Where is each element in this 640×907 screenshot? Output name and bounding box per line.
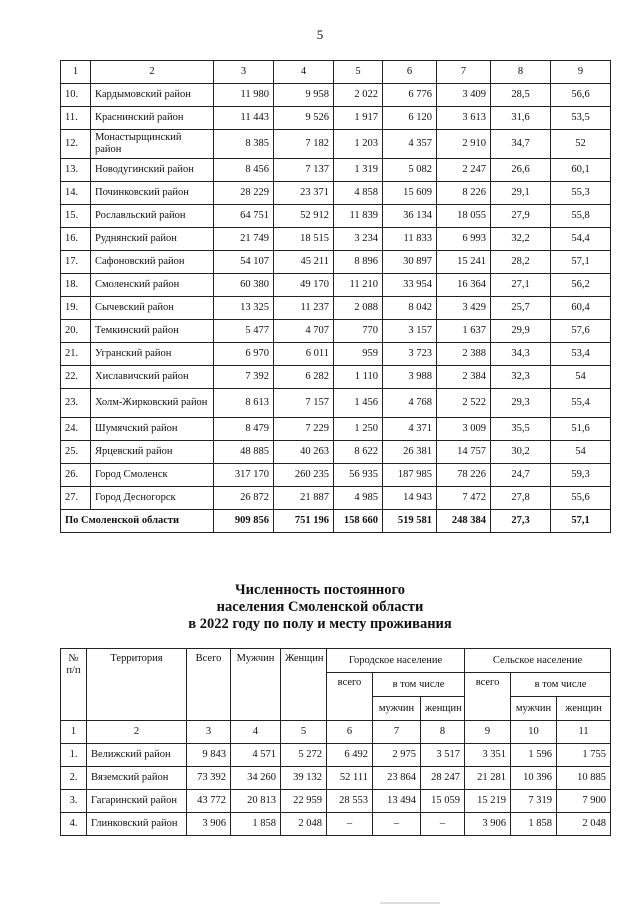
row-number: 26.: [61, 464, 91, 487]
value-cell: 55,3: [551, 182, 611, 205]
value-cell: 3 429: [437, 297, 491, 320]
value-cell: 2 088: [334, 297, 383, 320]
column-number: 7: [373, 721, 421, 744]
value-cell: 8 456: [214, 159, 274, 182]
table-row: [61, 159, 611, 182]
total-value: 158 660: [334, 510, 383, 533]
column-number: 6: [383, 61, 437, 84]
territory-name: Починковский район: [91, 182, 214, 205]
total-row: [61, 510, 611, 533]
value-cell: 23 864: [373, 767, 421, 790]
value-cell: 60,4: [551, 297, 611, 320]
total-value: 248 384: [437, 510, 491, 533]
table-row: [61, 228, 611, 251]
row-number: 10.: [61, 84, 91, 107]
table-row: [61, 441, 611, 464]
row-number: 14.: [61, 182, 91, 205]
value-cell: 4 357: [383, 130, 437, 159]
value-cell: 33 954: [383, 274, 437, 297]
territory-name: Новодугинский район: [91, 159, 214, 182]
table-row: [61, 418, 611, 441]
value-cell: 3 517: [421, 744, 465, 767]
total-value: 57,1: [551, 510, 611, 533]
value-cell: 30 897: [383, 251, 437, 274]
value-cell: 5 082: [383, 159, 437, 182]
territory-name: Глинковский район: [87, 813, 187, 836]
value-cell: 2 910: [437, 130, 491, 159]
table-row: [61, 182, 611, 205]
value-cell: 9 843: [187, 744, 231, 767]
row-number: 4.: [61, 813, 87, 836]
value-cell: 9 526: [274, 107, 334, 130]
territory-name: Монастырщинский район: [91, 130, 214, 159]
value-cell: 56,6: [551, 84, 611, 107]
value-cell: 28,2: [491, 251, 551, 274]
value-cell: 34,3: [491, 343, 551, 366]
value-cell: 6 776: [383, 84, 437, 107]
value-cell: 8 613: [214, 389, 274, 418]
value-cell: 27,1: [491, 274, 551, 297]
col-head-urban-women: женщин: [421, 697, 465, 721]
value-cell: 770: [334, 320, 383, 343]
row-number: 13.: [61, 159, 91, 182]
table-title-line-2: населения Смоленской области: [216, 599, 424, 615]
col-head-urban: Городское население: [327, 649, 465, 673]
value-cell: 21 281: [465, 767, 511, 790]
territory-name: Холм-Жирковский район: [91, 389, 214, 418]
value-cell: 21 887: [274, 487, 334, 510]
value-cell: 5 477: [214, 320, 274, 343]
col-head-territory: Территория: [87, 649, 187, 721]
value-cell: 29,9: [491, 320, 551, 343]
value-cell: 1 319: [334, 159, 383, 182]
value-cell: 16 364: [437, 274, 491, 297]
row-number: 3.: [61, 790, 87, 813]
row-number: 18.: [61, 274, 91, 297]
value-cell: 1 250: [334, 418, 383, 441]
col-head-urban-incl: в том числе: [373, 673, 465, 697]
value-cell: 8 226: [437, 182, 491, 205]
value-cell: 27,9: [491, 205, 551, 228]
value-cell: 2 388: [437, 343, 491, 366]
col-head-men: Мужчин: [231, 649, 281, 721]
territory-name: Хиславичский район: [91, 366, 214, 389]
value-cell: 2 384: [437, 366, 491, 389]
value-cell: 14 943: [383, 487, 437, 510]
col-head-urban-men: мужчин: [373, 697, 421, 721]
value-cell: 6 492: [327, 744, 373, 767]
population-ratio-table: [60, 60, 611, 533]
value-cell: 1 596: [511, 744, 557, 767]
value-cell: 54: [551, 441, 611, 464]
territory-name: Вяземский район: [87, 767, 187, 790]
value-cell: 32,3: [491, 366, 551, 389]
row-number: 17.: [61, 251, 91, 274]
territory-name: Город Смоленск: [91, 464, 214, 487]
value-cell: 1 755: [557, 744, 611, 767]
value-cell: 39 132: [281, 767, 327, 790]
value-cell: 8 042: [383, 297, 437, 320]
value-cell: 6 120: [383, 107, 437, 130]
value-cell: 55,8: [551, 205, 611, 228]
row-number: 22.: [61, 366, 91, 389]
territory-name: Шумячский район: [91, 418, 214, 441]
value-cell: 11 839: [334, 205, 383, 228]
table-row: [61, 389, 611, 418]
value-cell: 31,6: [491, 107, 551, 130]
value-cell: 25,7: [491, 297, 551, 320]
column-number: 8: [421, 721, 465, 744]
value-cell: 7 319: [511, 790, 557, 813]
value-cell: 7 900: [557, 790, 611, 813]
value-cell: 7 229: [274, 418, 334, 441]
territory-name: Гагаринский район: [87, 790, 187, 813]
table-row: [61, 251, 611, 274]
value-cell: 34 260: [231, 767, 281, 790]
value-cell: 2 247: [437, 159, 491, 182]
value-cell: 187 985: [383, 464, 437, 487]
territory-name: Краснинский район: [91, 107, 214, 130]
column-number: 11: [557, 721, 611, 744]
value-cell: 1 917: [334, 107, 383, 130]
value-cell: 11 210: [334, 274, 383, 297]
total-label: По Смоленской области: [61, 510, 214, 533]
value-cell: 13 494: [373, 790, 421, 813]
value-cell: 28 229: [214, 182, 274, 205]
value-cell: 11 833: [383, 228, 437, 251]
territory-name: Смоленский район: [91, 274, 214, 297]
value-cell: 55,6: [551, 487, 611, 510]
column-number: 1: [61, 721, 87, 744]
value-cell: 6 970: [214, 343, 274, 366]
value-cell: 27,8: [491, 487, 551, 510]
table-row: [61, 487, 611, 510]
value-cell: 45 211: [274, 251, 334, 274]
value-cell: 49 170: [274, 274, 334, 297]
value-cell: 73 392: [187, 767, 231, 790]
value-cell: 22 959: [281, 790, 327, 813]
column-number: 5: [334, 61, 383, 84]
column-number: 4: [274, 61, 334, 84]
table-row: [61, 767, 611, 790]
table-row: [61, 274, 611, 297]
table-title-line-3: в 2022 году по полу и месту проживания: [188, 616, 452, 632]
table-row: [61, 343, 611, 366]
value-cell: 5 272: [281, 744, 327, 767]
col-head-women: Женщин: [281, 649, 327, 721]
value-cell: 2 048: [557, 813, 611, 836]
value-cell: –: [373, 813, 421, 836]
column-number: 4: [231, 721, 281, 744]
total-value: 909 856: [214, 510, 274, 533]
table-row: [61, 464, 611, 487]
value-cell: 78 226: [437, 464, 491, 487]
col-head-rural: Сельское население: [465, 649, 611, 673]
col-head-urban-total: всего: [327, 673, 373, 721]
value-cell: 29,3: [491, 389, 551, 418]
value-cell: 56 935: [334, 464, 383, 487]
value-cell: 52 912: [274, 205, 334, 228]
column-number: 3: [214, 61, 274, 84]
value-cell: 60,1: [551, 159, 611, 182]
column-number: 6: [327, 721, 373, 744]
row-number: 23.: [61, 389, 91, 418]
row-number: 11.: [61, 107, 91, 130]
value-cell: 57,1: [551, 251, 611, 274]
row-number: 15.: [61, 205, 91, 228]
value-cell: 7 157: [274, 389, 334, 418]
table-row: [61, 205, 611, 228]
value-cell: 959: [334, 343, 383, 366]
value-cell: 6 282: [274, 366, 334, 389]
territory-name: Ярцевский район: [91, 441, 214, 464]
col-head-rural-women: женщин: [557, 697, 611, 721]
territory-name: Угранский район: [91, 343, 214, 366]
value-cell: 3 613: [437, 107, 491, 130]
value-cell: 32,2: [491, 228, 551, 251]
value-cell: 3 409: [437, 84, 491, 107]
territory-name: Город Десногорск: [91, 487, 214, 510]
value-cell: 18 055: [437, 205, 491, 228]
table-row: [61, 366, 611, 389]
value-cell: 52 111: [327, 767, 373, 790]
table-row: [61, 84, 611, 107]
row-number: 25.: [61, 441, 91, 464]
value-cell: 4 858: [334, 182, 383, 205]
table-row: [61, 813, 611, 836]
value-cell: 6 993: [437, 228, 491, 251]
column-number: 2: [91, 61, 214, 84]
value-cell: –: [421, 813, 465, 836]
value-cell: 2 522: [437, 389, 491, 418]
value-cell: 54: [551, 366, 611, 389]
total-value: 519 581: [383, 510, 437, 533]
value-cell: 260 235: [274, 464, 334, 487]
value-cell: 52: [551, 130, 611, 159]
value-cell: 7 182: [274, 130, 334, 159]
table-row: [61, 107, 611, 130]
col-head-total: Всего: [187, 649, 231, 721]
value-cell: 26,6: [491, 159, 551, 182]
value-cell: 23 371: [274, 182, 334, 205]
value-cell: 1 858: [511, 813, 557, 836]
value-cell: 11 443: [214, 107, 274, 130]
value-cell: 29,1: [491, 182, 551, 205]
value-cell: 34,7: [491, 130, 551, 159]
value-cell: 3 009: [437, 418, 491, 441]
total-value: 751 196: [274, 510, 334, 533]
value-cell: –: [327, 813, 373, 836]
value-cell: 55,4: [551, 389, 611, 418]
value-cell: 57,6: [551, 320, 611, 343]
value-cell: 317 170: [214, 464, 274, 487]
value-cell: 3 234: [334, 228, 383, 251]
value-cell: 28 553: [327, 790, 373, 813]
value-cell: 48 885: [214, 441, 274, 464]
column-number-row: [61, 721, 611, 744]
page-edge-mark: [380, 902, 440, 904]
territory-name: Кардымовский район: [91, 84, 214, 107]
column-number: 5: [281, 721, 327, 744]
value-cell: 13 325: [214, 297, 274, 320]
territory-name: Сычевский район: [91, 297, 214, 320]
value-cell: 10 885: [557, 767, 611, 790]
value-cell: 11 237: [274, 297, 334, 320]
value-cell: 53,4: [551, 343, 611, 366]
value-cell: 8 622: [334, 441, 383, 464]
column-number: 7: [437, 61, 491, 84]
column-number: 10: [511, 721, 557, 744]
value-cell: 40 263: [274, 441, 334, 464]
territory-name: Сафоновский район: [91, 251, 214, 274]
territory-name: Рославльский район: [91, 205, 214, 228]
table-row: [61, 297, 611, 320]
territory-name: Темкинский район: [91, 320, 214, 343]
col-head-rural-total: всего: [465, 673, 511, 721]
value-cell: 1 110: [334, 366, 383, 389]
value-cell: 2 048: [281, 813, 327, 836]
table-row: [61, 744, 611, 767]
value-cell: 14 757: [437, 441, 491, 464]
col-head-rural-men: мужчин: [511, 697, 557, 721]
table-row: [61, 790, 611, 813]
value-cell: 20 813: [231, 790, 281, 813]
value-cell: 64 751: [214, 205, 274, 228]
row-number: 1.: [61, 744, 87, 767]
value-cell: 15 059: [421, 790, 465, 813]
row-number: 16.: [61, 228, 91, 251]
value-cell: 53,5: [551, 107, 611, 130]
value-cell: 11 980: [214, 84, 274, 107]
value-cell: 56,2: [551, 274, 611, 297]
value-cell: 6 011: [274, 343, 334, 366]
column-number: 9: [465, 721, 511, 744]
value-cell: 4 985: [334, 487, 383, 510]
value-cell: 7 392: [214, 366, 274, 389]
row-number: 24.: [61, 418, 91, 441]
value-cell: 2 022: [334, 84, 383, 107]
table-row: [61, 320, 611, 343]
value-cell: 28 247: [421, 767, 465, 790]
value-cell: 1 456: [334, 389, 383, 418]
row-number: 12.: [61, 130, 91, 159]
value-cell: 9 958: [274, 84, 334, 107]
col-head-rural-incl: в том числе: [511, 673, 611, 697]
row-number: 20.: [61, 320, 91, 343]
value-cell: 28,5: [491, 84, 551, 107]
value-cell: 3 906: [465, 813, 511, 836]
value-cell: 3 988: [383, 366, 437, 389]
value-cell: 4 707: [274, 320, 334, 343]
value-cell: 54 107: [214, 251, 274, 274]
value-cell: 26 381: [383, 441, 437, 464]
value-cell: 3 351: [465, 744, 511, 767]
value-cell: 51,6: [551, 418, 611, 441]
value-cell: 43 772: [187, 790, 231, 813]
col-head-num: № п/п: [61, 649, 87, 721]
column-number: 2: [87, 721, 187, 744]
value-cell: 1 858: [231, 813, 281, 836]
population-by-sex-table: [60, 648, 611, 836]
row-number: 21.: [61, 343, 91, 366]
value-cell: 26 872: [214, 487, 274, 510]
column-number: 1: [61, 61, 91, 84]
value-cell: 15 241: [437, 251, 491, 274]
total-value: 27,3: [491, 510, 551, 533]
value-cell: 54,4: [551, 228, 611, 251]
value-cell: 7 137: [274, 159, 334, 182]
value-cell: 8 896: [334, 251, 383, 274]
value-cell: 15 609: [383, 182, 437, 205]
value-cell: 4 571: [231, 744, 281, 767]
row-number: 19.: [61, 297, 91, 320]
value-cell: 18 515: [274, 228, 334, 251]
value-cell: 3 723: [383, 343, 437, 366]
value-cell: 30,2: [491, 441, 551, 464]
value-cell: 4 768: [383, 389, 437, 418]
value-cell: 7 472: [437, 487, 491, 510]
value-cell: 21 749: [214, 228, 274, 251]
value-cell: 24,7: [491, 464, 551, 487]
row-number: 27.: [61, 487, 91, 510]
table-title-line-1: Численность постоянного: [234, 582, 406, 598]
column-number: 8: [491, 61, 551, 84]
value-cell: 10 396: [511, 767, 557, 790]
table-header-row: [61, 61, 611, 84]
value-cell: 8 385: [214, 130, 274, 159]
column-number: 3: [187, 721, 231, 744]
column-number: 9: [551, 61, 611, 84]
value-cell: 8 479: [214, 418, 274, 441]
territory-name: Велижский район: [87, 744, 187, 767]
territory-name: Руднянский район: [91, 228, 214, 251]
value-cell: 60 380: [214, 274, 274, 297]
value-cell: 1 203: [334, 130, 383, 159]
value-cell: 59,3: [551, 464, 611, 487]
value-cell: 3 906: [187, 813, 231, 836]
value-cell: 1 637: [437, 320, 491, 343]
row-number: 2.: [61, 767, 87, 790]
value-cell: 15 219: [465, 790, 511, 813]
value-cell: 4 371: [383, 418, 437, 441]
value-cell: 35,5: [491, 418, 551, 441]
value-cell: 3 157: [383, 320, 437, 343]
value-cell: 2 975: [373, 744, 421, 767]
table-row: [61, 130, 611, 159]
value-cell: 36 134: [383, 205, 437, 228]
page-number: 5: [316, 27, 324, 42]
